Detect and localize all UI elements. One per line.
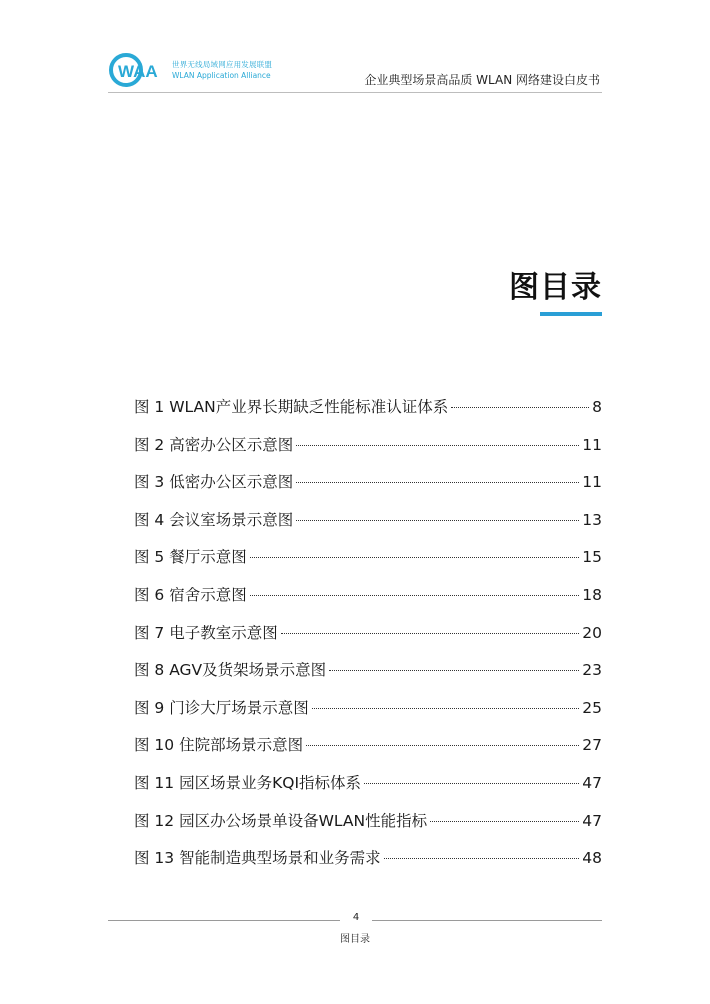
toc-entry[interactable] (134, 621, 602, 659)
toc-entry-label: 图 7 电子教室示意图 (134, 623, 278, 642)
logo-english-name: WLAN Application Alliance (172, 71, 271, 80)
toc-entry-page: 18 (582, 585, 602, 604)
footer-page-number: 4 (352, 912, 360, 923)
logo-chinese-name: 世界无线局域网应用发展联盟 (172, 60, 273, 69)
toc-entry[interactable] (134, 433, 602, 471)
toc-leader-dots (250, 557, 580, 558)
document-title: 企业典型场景高品质 WLAN 网络建设白皮书 (364, 73, 600, 87)
footer-divider-left (108, 920, 340, 921)
toc-entry[interactable] (134, 696, 602, 734)
waa-logo (108, 52, 272, 88)
toc-leader-dots (451, 407, 589, 408)
toc-leader-dots (384, 858, 580, 859)
toc-entry[interactable] (134, 583, 602, 621)
title-underline (540, 312, 602, 316)
toc-leader-dots (281, 633, 580, 634)
toc-entry-label: 图 5 餐厅示意图 (134, 548, 247, 567)
toc-leader-dots (250, 595, 580, 596)
toc-entry-page: 23 (582, 661, 602, 680)
toc-entry-label: 图 1 WLAN产业界长期缺乏性能标准认证体系 (134, 398, 449, 416)
toc-entry-page: 47 (582, 811, 602, 830)
toc-entry-page: 15 (582, 548, 602, 567)
footer-divider-right (372, 920, 602, 921)
toc-leader-dots (430, 821, 579, 822)
toc-entry[interactable] (134, 508, 602, 546)
figure-list (134, 395, 602, 884)
toc-entry[interactable] (134, 545, 602, 583)
header-divider (108, 92, 602, 93)
toc-entry[interactable] (134, 733, 602, 771)
toc-entry-page: 47 (582, 773, 602, 792)
toc-leader-dots (296, 520, 579, 521)
page-header (0, 0, 710, 100)
toc-entry-page: 25 (582, 698, 602, 717)
toc-entry-page: 20 (582, 623, 602, 642)
toc-leader-dots (312, 708, 580, 709)
toc-entry-page: 13 (582, 510, 602, 529)
toc-entry-page: 11 (582, 435, 602, 454)
toc-entry-label: 图 8 AGV及货架场景示意图 (134, 661, 327, 680)
toc-leader-dots (306, 745, 579, 746)
toc-entry-page: 11 (582, 473, 602, 492)
toc-leader-dots (329, 670, 579, 671)
toc-entry[interactable] (134, 395, 602, 433)
waa-logo-icon (108, 52, 166, 88)
toc-entry-label: 图 13 智能制造典型场景和业务需求 (134, 849, 381, 868)
toc-entry-label: 图 4 会议室场景示意图 (134, 510, 294, 529)
toc-leader-dots (296, 482, 579, 483)
toc-entry-label: 图 6 宿舍示意图 (134, 585, 247, 604)
toc-entry-page: 8 (592, 398, 602, 416)
toc-entry-page: 27 (582, 736, 602, 755)
toc-entry-label: 图 2 高密办公区示意图 (134, 435, 294, 454)
footer-section-label: 图目录 (340, 934, 370, 945)
page-title: 图目录 (509, 270, 602, 305)
toc-entry-label: 图 12 园区办公场景单设备WLAN性能指标 (134, 811, 428, 830)
toc-entry[interactable] (134, 809, 602, 847)
toc-entry-label: 图 3 低密办公区示意图 (134, 473, 294, 492)
toc-entry-label: 图 9 门诊大厅场景示意图 (134, 698, 309, 717)
logo-mark-text: WAA (118, 62, 158, 81)
toc-leader-dots (364, 783, 579, 784)
toc-entry[interactable] (134, 846, 602, 884)
toc-entry[interactable] (134, 658, 602, 696)
toc-entry[interactable] (134, 771, 602, 809)
toc-entry[interactable] (134, 470, 602, 508)
toc-leader-dots (296, 445, 579, 446)
toc-entry-label: 图 11 园区场景业务KQI指标体系 (134, 773, 362, 792)
toc-entry-page: 48 (582, 849, 602, 868)
toc-entry-label: 图 10 住院部场景示意图 (134, 736, 304, 755)
